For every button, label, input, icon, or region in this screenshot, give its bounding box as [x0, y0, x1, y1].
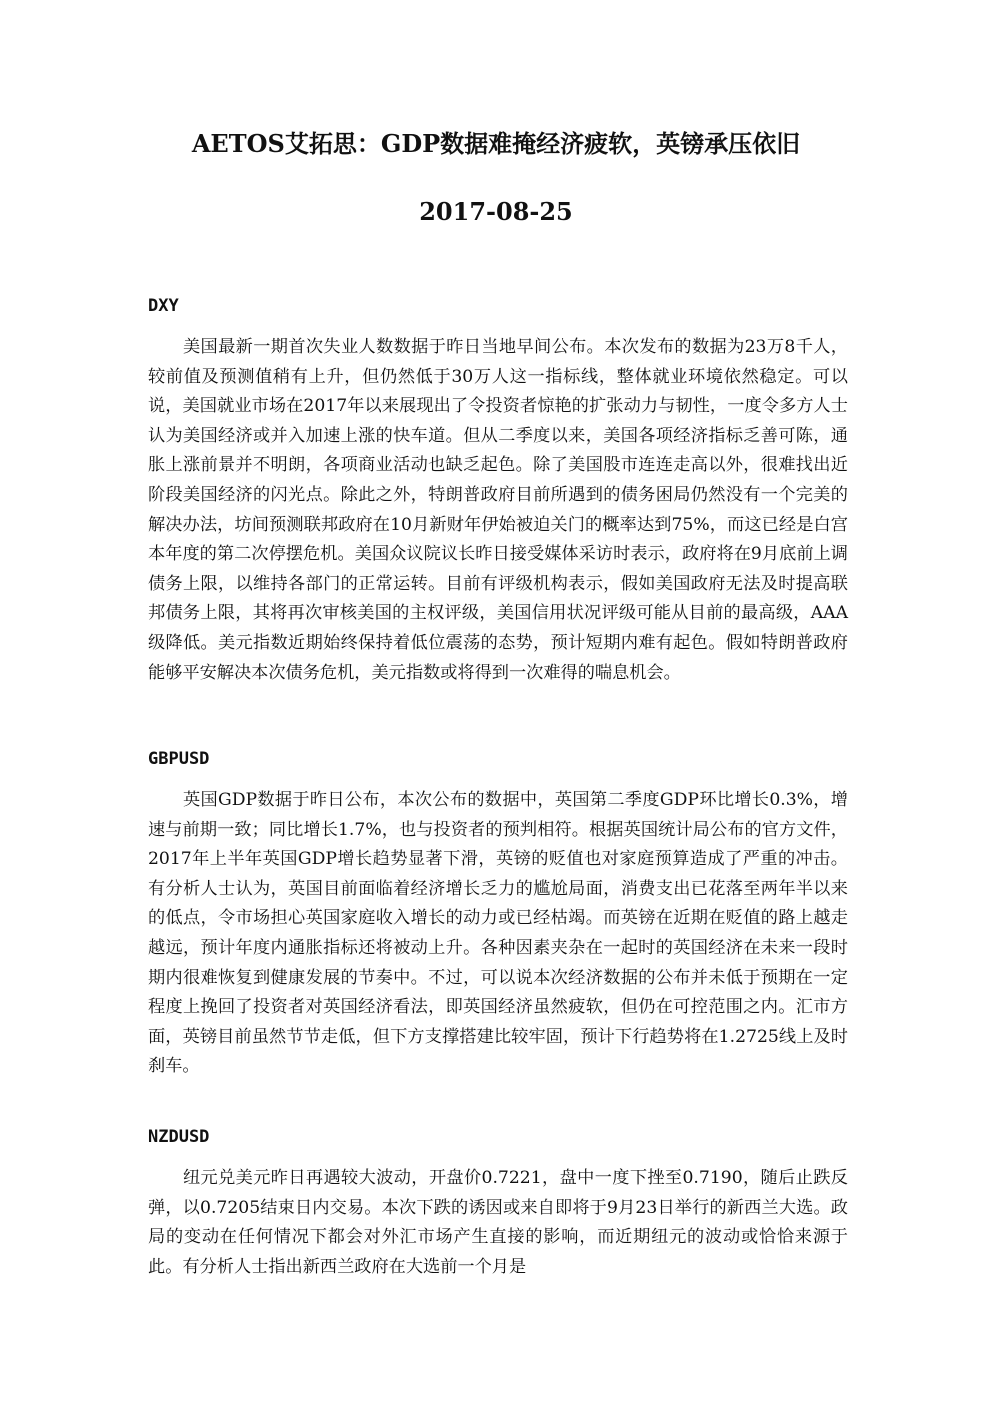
section-dxy: [148, 295, 848, 688]
section-heading: NZDUSD: [148, 1127, 210, 1147]
section-paragraph: 纽元兑美元昨日再遇较大波动，开盘价0.7221，盘中一度下挫至0.7190，随后止跌反弹，以0.7205结束日内交易。本次下跌的诱因或来自即将于9月23日举行的新西兰大选。政局的变动在任何情况下都会对外汇市场产生直接的影响，而近期纽元的波动或恰恰来源于此。有分析人士指出新西兰政府在大选前一个月是: [148, 1168, 848, 1277]
section-nzdusd: [148, 1126, 848, 1282]
section-gbpusd: [148, 748, 848, 1082]
section-paragraph: 美国最新一期首次失业人数数据于昨日当地早间公布。本次发布的数据为23万8千人，较前值及预测值稍有上升，但仍然低于30万人这一指标线，整体就业环境依然稳定。可以说，美国就业市场在2017年以来展现出了令投资者惊艳的扩张动力与韧性，一度令多方人士认为美国经济或并入加速上涨的快车道。但从二季度以来，美国各项经济指标乏善可陈，通胀上涨前景并不明朗，各项商业活动也缺乏起色。除了美国股市连连走高以外，很难找出近阶段美国经济的闪光点。除此之外，特朗普政府目前所遇到的债务困局仍然没有一个完美的解决办法，坊间预测联邦政府在10月新财年伊始被迫关门的概率达到75%，而这已经是白宫本年度的第二次停摆危机。美国众议院议长昨日接受媒体采访时表示，政府将在9月底前上调债务上限，以维持各部门的正常运转。目前有评级机构表示，假如美国政府无法及时提高联邦债务上限，其将再次审核美国的主权评级，美国信用状况评级可能从目前的最高级，AAA级降低。美元指数近期始终保持着低位震荡的态势，预计短期内难有起色。假如特朗普政府能够平安解决本次债务危机，美元指数或将得到一次难得的喘息机会。: [148, 337, 848, 683]
document-date: 2017-08-25: [419, 197, 573, 226]
section-paragraph: 英国GDP数据于昨日公布，本次公布的数据中，英国第二季度GDP环比增长0.3%，增速与前期一致；同比增长1.7%，也与投资者的预判相符。根据英国统计局公布的官方文件，2017年上半年英国GDP增长趋势显著下滑，英镑的贬值也对家庭预算造成了严重的冲击。有分析人士认为，英国目前面临着经济增长乏力的尴尬局面，消费支出已花落至两年半以来的低点，令市场担心英国家庭收入增长的动力或已经枯竭。而英镑在近期在贬值的路上越走越远，预计年度内通胀指标还将被动上升。各种因素夹杂在一起时的英国经济在未来一段时期内很难恢复到健康发展的节奏中。不过，可以说本次经济数据的公布并未低于预期在一定程度上挽回了投资者对英国经济看法，即英国经济虽然疲软，但仍在可控范围之内。汇市方面，英镑目前虽然节节走低，但下方支撑搭建比较牢固，预计下行趋势将在1.2725线上及时刹车。: [148, 790, 848, 1077]
section-heading: DXY: [148, 296, 179, 316]
section-heading: GBPUSD: [148, 749, 210, 769]
document-title: AETOS艾拓思：GDP数据难掩经济疲软，英镑承压依旧: [191, 129, 801, 158]
